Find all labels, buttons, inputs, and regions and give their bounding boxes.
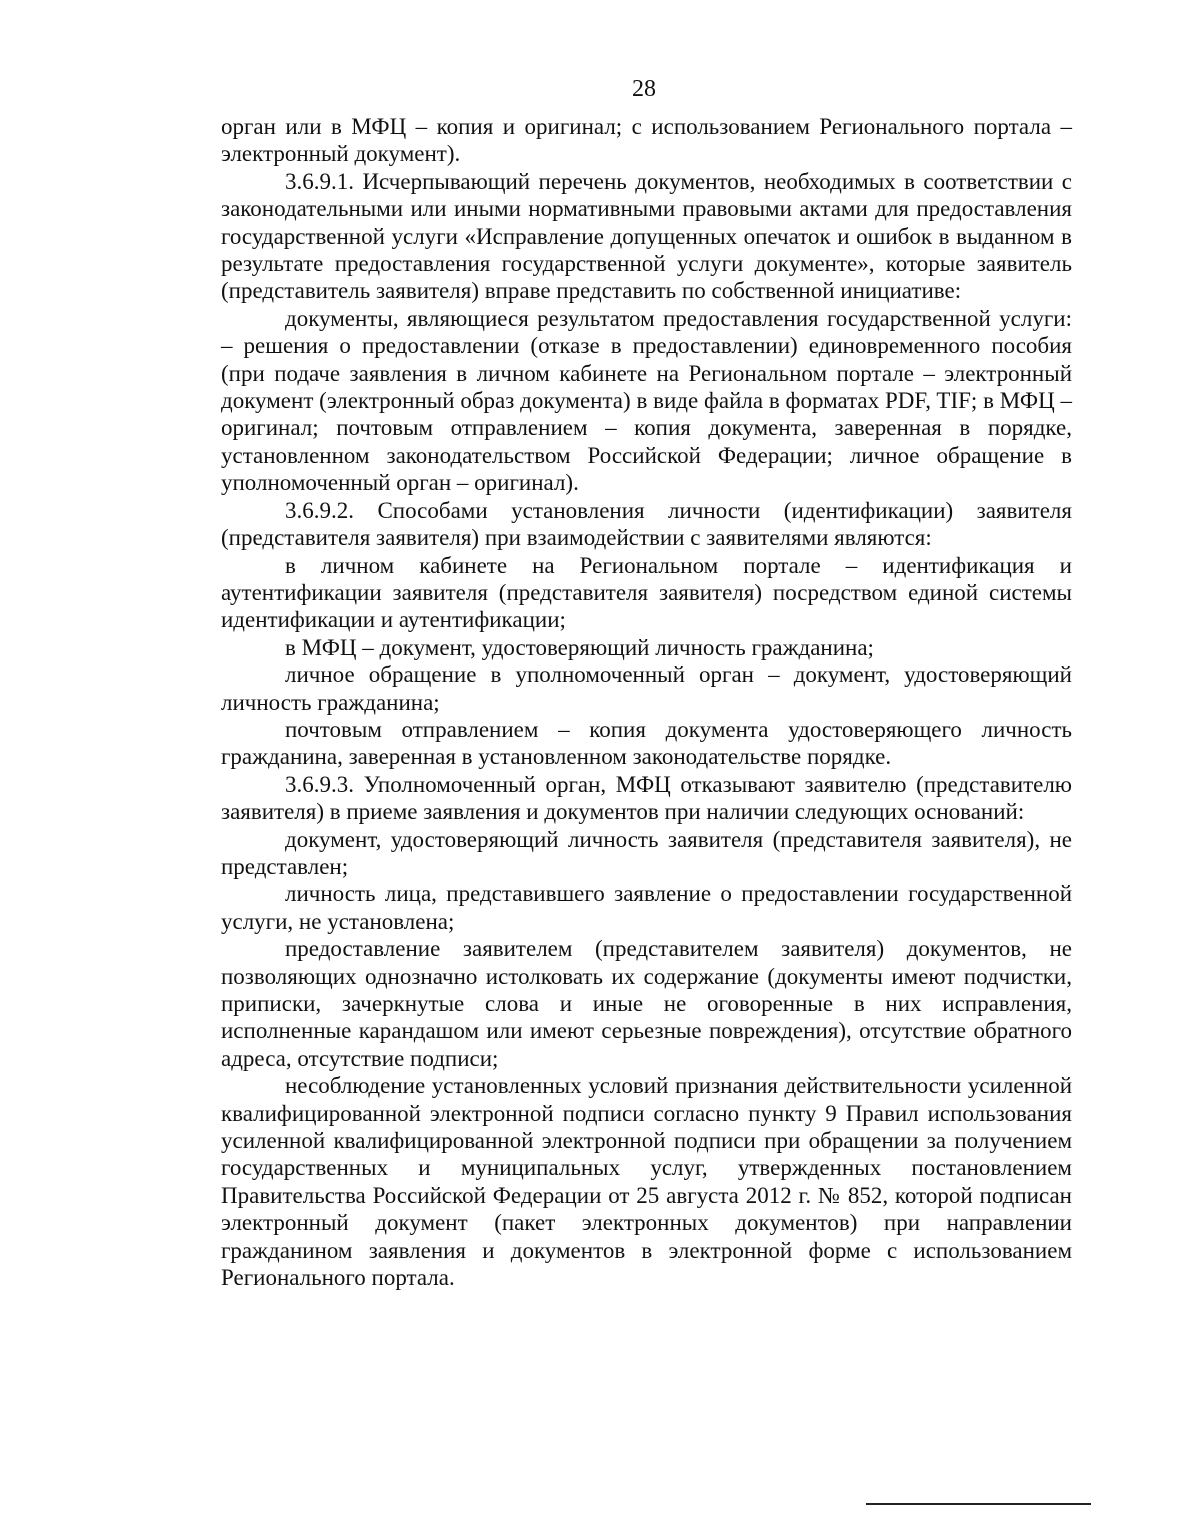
paragraph-3-6-9-3: 3.6.9.3. Уполномоченный орган, МФЦ отказывают заявителю (представителю заявителя) в приеме заявления и документов при наличии следующих оснований: bbox=[221, 771, 1072, 825]
document-body bbox=[221, 113, 1072, 1291]
paragraph-no-id-document: документ, удостоверяющий личность заявителя (представителя заявителя), не представлен; bbox=[221, 826, 1072, 879]
paragraph-3-6-9-2: 3.6.9.2. Способами установления личности (идентификации) заявителя (представителя заявителя) при взаимодействии с заявителями являются: bbox=[221, 497, 1072, 551]
paragraph-result-documents: документы, являющиеся результатом предоставления государственной услуги: – решения о предоставлении (отказе в предоставлении) единовременного пособия (при подаче заявления в личном кабинете на Региональном портале – электронный документ (электронный образ документа) в виде файла в форматах PDF, TIF; в МФЦ – оригинал; почтовым отправлением – копия документа, заверенная в порядке, установленном законодательством Российской Федерации; личное обращение в уполномоченный орган – оригинал). bbox=[221, 305, 1072, 496]
paragraph-personal-visit: личное обращение в уполномоченный орган – документ, удостоверяющий личность гражданина; bbox=[221, 662, 1072, 715]
paragraph-illegible-documents: предоставление заявителем (представителем заявителя) документов, не позволяющих однозначно истолковать их содержание (документы имеют подчистки, приписки, зачеркнутые слова и иные не оговоренные в них исправления, исполненные карандашом или имеют серьезные повреждения), отсутствие обратного адреса, отсутствие подписи; bbox=[221, 936, 1072, 1071]
paragraph-3-6-9-1: 3.6.9.1. Исчерпывающий перечень документов, необходимых в соответствии с законодательными или иными нормативными правовыми актами для предоставления государственной услуги «Исправление допущенных опечаток и ошибок в выданном в результате предоставления государственной услуги документе», которые заявитель (представитель заявителя) вправе представить по собственной инициативе: bbox=[221, 168, 1072, 304]
paragraph-postal-copy: почтовым отправлением – копия документа удостоверяющего личность гражданина, заверенная в установленном законодательстве порядке. bbox=[221, 716, 1072, 770]
page-number: 28 bbox=[632, 76, 656, 102]
paragraph-continuation: орган или в МФЦ – копия и оригинал; с использованием Регионального портала – электронный документ). bbox=[221, 114, 1072, 167]
paragraph-identity-not-established: личность лица, представившего заявление о предоставлении государственной услуги, не установлена; bbox=[221, 881, 1072, 934]
paragraph-mfc-document: в МФЦ – документ, удостоверяющий личность гражданина; bbox=[285, 634, 874, 660]
footer-rule bbox=[866, 1503, 1091, 1505]
paragraph-regional-portal-auth: в личном кабинете на Региональном портале – идентификация и аутентификации заявителя (представителя заявителя) посредством единой системы идентификации и аутентификации; bbox=[221, 552, 1072, 633]
paragraph-signature-conditions: несоблюдение установленных условий признания действительности усиленной квалифицированной электронной подписи согласно пункту 9 Правил использования усиленной квалифицированной электронной подписи при обращении за получением государственных и муниципальных услуг, утвержденных постановлением Правительства Российской Федерации от 25 августа 2012 г. № 852, которой подписан электронный документ (пакет электронных документов) при направлении гражданином заявления и документов в электронной форме с использованием Регионального портала. bbox=[221, 1073, 1072, 1291]
